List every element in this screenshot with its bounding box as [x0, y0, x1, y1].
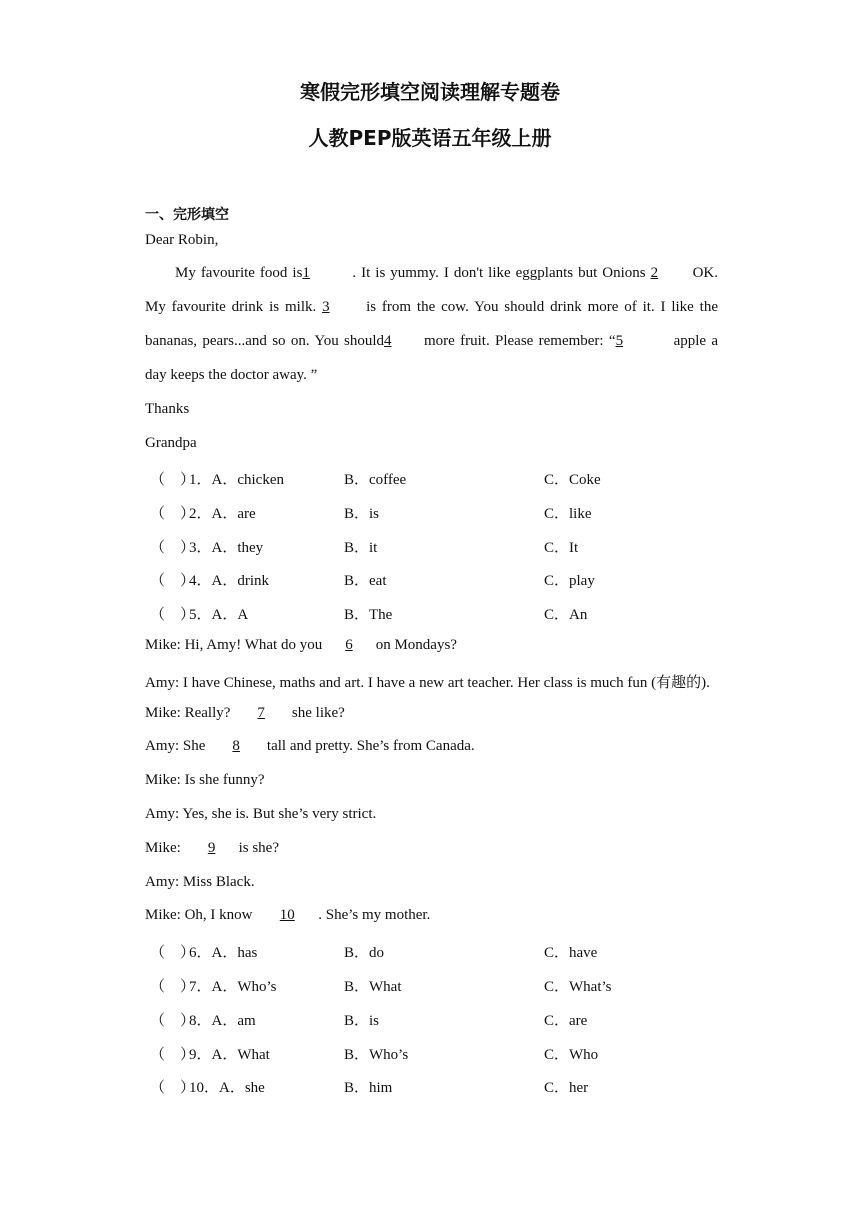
option-b[interactable]: B．is	[344, 506, 380, 522]
answer-paren[interactable]: （ ）	[150, 573, 196, 589]
text: Mike: Oh, I know	[145, 907, 253, 923]
option-b[interactable]: B．What	[344, 979, 402, 995]
dialog-line-3	[145, 705, 718, 722]
option-b[interactable]: B．eat	[344, 573, 387, 589]
question-number: 3．	[189, 540, 212, 556]
page-subtitle: 人教PEP版英语五年级上册	[308, 126, 552, 150]
answer-paren[interactable]: （ ）	[150, 506, 196, 522]
question-number: 9．	[189, 1047, 212, 1063]
option-a-text: A．has	[211, 945, 258, 961]
option-c[interactable]: C．her	[544, 1080, 589, 1096]
text: she like?	[291, 705, 345, 721]
text: My favourite food is	[175, 265, 303, 281]
question-number: 4．	[189, 573, 212, 589]
passage-line-1	[145, 265, 718, 285]
option-a[interactable]	[189, 975, 277, 996]
passage-line-3	[145, 333, 718, 353]
option-a-text: A．are	[211, 506, 256, 522]
question-row	[145, 502, 745, 522]
dialog-line-1	[145, 637, 718, 654]
text: on Mondays?	[375, 637, 457, 653]
option-b[interactable]: B．Who’s	[344, 1047, 409, 1063]
text: more fruit. Please remember: “	[424, 333, 616, 349]
question-row	[145, 1009, 745, 1029]
option-a-text: A．chicken	[211, 472, 284, 488]
passage-line-4: day keeps the doctor away. ”	[145, 367, 318, 383]
option-c[interactable]: C．What’s	[544, 979, 612, 995]
page-title: 寒假完形填空阅读理解专题卷	[300, 80, 560, 104]
blank-8: 8	[232, 738, 240, 754]
question-number: 5．	[189, 607, 212, 623]
option-a[interactable]	[189, 941, 257, 962]
option-c[interactable]: C．have	[544, 945, 598, 961]
option-b[interactable]: B．is	[344, 1013, 380, 1029]
blank-9: 9	[207, 840, 216, 856]
option-c[interactable]: C．It	[544, 540, 579, 556]
answer-paren[interactable]: （ ）	[150, 607, 196, 623]
text: OK.	[692, 265, 718, 281]
option-a[interactable]	[189, 536, 263, 557]
option-a[interactable]	[189, 468, 284, 489]
dialog-line-9	[145, 907, 718, 924]
passage-line-2	[145, 299, 718, 319]
option-a-text: A．drink	[211, 573, 270, 589]
question-row	[145, 536, 745, 556]
dialog-line-5: Mike: Is she funny?	[145, 772, 265, 788]
blank-1: 1	[302, 265, 310, 281]
text: tall and pretty. She’s from Canada.	[266, 738, 475, 754]
dialog-line-6: Amy: Yes, she is. But she’s very strict.	[145, 806, 377, 822]
blank-3: 3	[322, 299, 330, 315]
question-row	[145, 1043, 745, 1063]
dialog-line-2: Amy: I have Chinese, maths and art. I have a new art teacher. Her class is much fun (有趣的).	[145, 675, 710, 691]
option-a[interactable]	[189, 1076, 265, 1097]
letter-signature: Grandpa	[145, 435, 197, 451]
blank-10: 10	[279, 907, 295, 923]
letter-salutation: Dear Robin,	[145, 232, 219, 248]
question-number: 6．	[189, 945, 212, 961]
question-row	[145, 603, 745, 623]
option-a[interactable]	[189, 569, 269, 590]
text: apple a	[673, 333, 718, 349]
option-b[interactable]: B．coffee	[344, 472, 407, 488]
option-b[interactable]: B．it	[344, 540, 378, 556]
option-a[interactable]	[189, 603, 248, 624]
question-number: 7．	[189, 979, 212, 995]
option-a-text: A．A	[211, 607, 249, 623]
option-c[interactable]: C．play	[544, 573, 595, 589]
option-a-text: A．she	[219, 1080, 265, 1096]
answer-paren[interactable]: （ ）	[150, 1047, 196, 1063]
answer-paren[interactable]: （ ）	[150, 1013, 196, 1029]
text: bananas, pears...and so on. You should	[145, 333, 384, 349]
answer-paren[interactable]: （ ）	[150, 1080, 196, 1096]
letter-thanks: Thanks	[145, 401, 190, 417]
question-row	[145, 941, 745, 961]
option-a[interactable]	[189, 502, 256, 523]
question-number: 8．	[189, 1013, 212, 1029]
option-c[interactable]: C．An	[544, 607, 588, 623]
option-b[interactable]: B．him	[344, 1080, 393, 1096]
dialog-line-4	[145, 738, 718, 755]
question-row	[145, 569, 745, 589]
answer-paren[interactable]: （ ）	[150, 979, 196, 995]
blank-5: 5	[615, 333, 624, 349]
option-b[interactable]: B．do	[344, 945, 385, 961]
dialog-line-7	[145, 840, 718, 857]
question-number: 1．	[189, 472, 212, 488]
question-row	[145, 468, 745, 488]
blank-6: 6	[345, 637, 353, 653]
text: Mike: Hi, Amy! What do you	[145, 637, 323, 653]
option-a-text: A．am	[211, 1013, 256, 1029]
option-c[interactable]: C．are	[544, 1013, 588, 1029]
question-number: 2．	[189, 506, 212, 522]
option-a-text: A．they	[211, 540, 264, 556]
option-c[interactable]: C．Who	[544, 1047, 599, 1063]
option-a-text: A．Who’s	[211, 979, 277, 995]
section-heading-cloze: 一、完形填空	[145, 207, 229, 223]
blank-2: 2	[650, 265, 659, 281]
text: Mike: Really?	[145, 705, 231, 721]
text: is she?	[238, 840, 280, 856]
text: . She’s my mother.	[318, 907, 431, 923]
text: is from the cow. You should drink more of it. I like the	[366, 299, 718, 315]
option-c[interactable]: C．like	[544, 506, 592, 522]
option-c[interactable]: C．Coke	[544, 472, 601, 488]
answer-paren[interactable]: （ ）	[150, 472, 196, 488]
answer-paren[interactable]: （ ）	[150, 945, 196, 961]
question-row	[145, 1076, 745, 1096]
text: Amy: She	[145, 738, 206, 754]
question-number: 10．	[189, 1080, 220, 1096]
text: My favourite drink is milk.	[145, 299, 317, 315]
question-row	[145, 975, 745, 995]
dialog-line-8: Amy: Miss Black.	[145, 874, 255, 890]
text: . It is yummy. I don't like eggplants but Onions	[352, 265, 646, 281]
option-a[interactable]	[189, 1009, 256, 1030]
answer-paren[interactable]: （ ）	[150, 540, 196, 556]
option-a[interactable]	[189, 1043, 270, 1064]
blank-7: 7	[257, 705, 265, 721]
option-a-text: A．What	[211, 1047, 270, 1063]
option-b[interactable]: B．The	[344, 607, 393, 623]
text: Mike:	[145, 840, 181, 856]
blank-4: 4	[384, 333, 392, 349]
